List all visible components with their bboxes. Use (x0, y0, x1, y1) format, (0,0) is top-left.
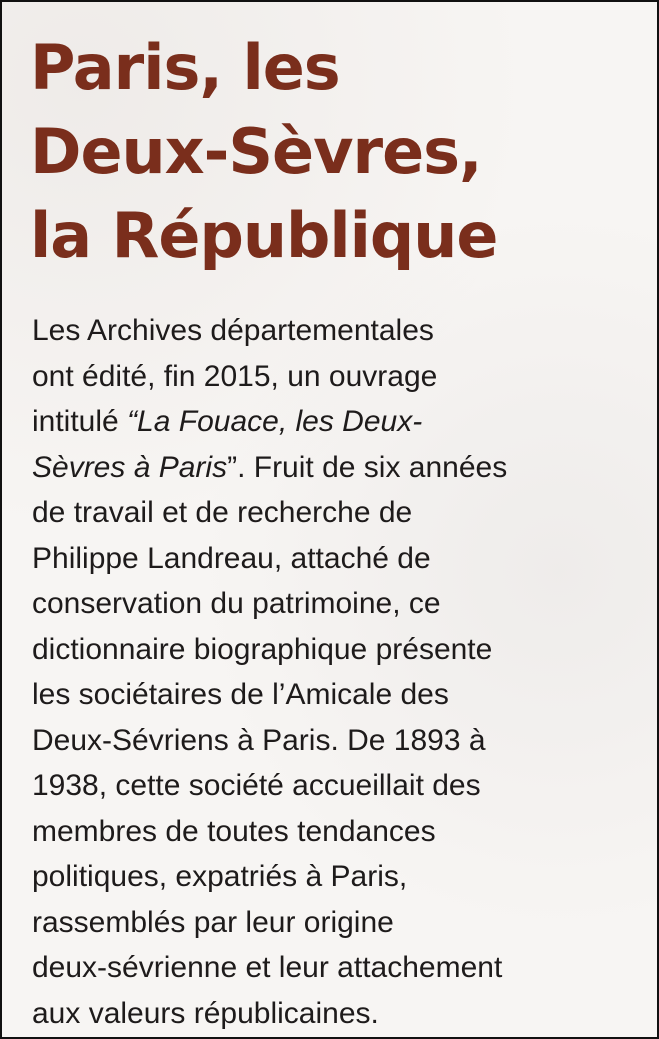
headline-line: Deux-Sèvres, (30, 115, 482, 188)
article-headline (30, 26, 640, 278)
body-line: Deux-Sévriens à Paris. De 1893 à (32, 723, 486, 757)
body-line: membres de toutes tendances (32, 814, 436, 848)
body-line: deux-sévrienne et leur attachement (32, 951, 503, 984)
body-line-text: ”. Fruit de six années (227, 450, 508, 484)
body-line-text: intitulé (32, 405, 128, 438)
body-line: les sociétaires de l’Amicale des (32, 678, 449, 711)
headline-line: Paris, les (30, 31, 340, 104)
body-line: politiques, expatriés à Paris, (32, 860, 408, 893)
body-line (32, 445, 632, 491)
body-line: Les Archives départementales (32, 314, 434, 347)
book-title-italic: “La Fouace, les Deux- (127, 405, 423, 438)
body-line: dictionnaire biographique présente (32, 632, 493, 666)
book-title-italic: Sèvres à Paris (32, 450, 228, 484)
article-body (32, 308, 632, 1036)
body-line: Philippe Landreau, attaché de (32, 541, 431, 575)
body-line: 1938, cette société accueillait des (32, 769, 481, 802)
body-line: conservation du patrimoine, ce (32, 587, 441, 620)
body-line: aux valeurs républicaines. (32, 996, 379, 1030)
body-line: ont édité, fin 2015, un ouvrage (32, 359, 438, 393)
headline-line: la République (30, 199, 498, 272)
body-line: rassemblés par leur origine (32, 905, 394, 939)
body-line: de travail et de recherche de (32, 496, 413, 529)
body-line (32, 399, 632, 445)
